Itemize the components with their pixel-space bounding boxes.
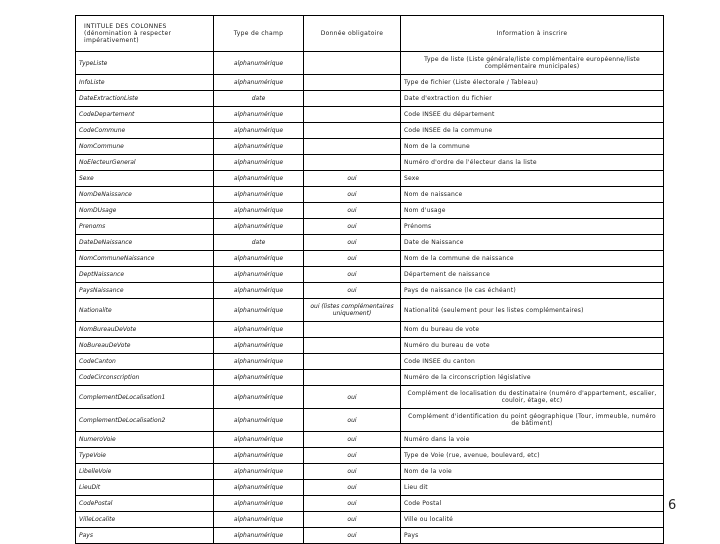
header-column-name: INTITULE DES COLONNES (dénomination à respecter impérativement)	[76, 16, 214, 52]
table-row	[76, 123, 664, 139]
header-information: Information à inscrire	[401, 16, 664, 52]
information-cell: Nom de naissance	[401, 187, 664, 203]
information-cell: Date de Naissance	[401, 235, 664, 251]
information-cell: Nom d'usage	[401, 203, 664, 219]
required-cell	[304, 139, 401, 155]
required-cell: oui	[304, 528, 401, 544]
information-cell: Sexe	[401, 171, 664, 187]
table-row	[76, 528, 664, 544]
required-cell: oui	[304, 496, 401, 512]
field-type-cell: alphanumérique	[214, 75, 304, 91]
field-name-cell: TypeVoie	[76, 448, 214, 464]
field-name-cell: DateExtractionListe	[76, 91, 214, 107]
information-cell: Complément de localisation du destinataire (numéro d'appartement, escalier, couloir, étage, etc)	[401, 386, 664, 409]
table-row	[76, 219, 664, 235]
required-cell: oui	[304, 512, 401, 528]
information-cell: Prénoms	[401, 219, 664, 235]
field-type-cell: alphanumérique	[214, 139, 304, 155]
field-type-cell: alphanumérique	[214, 322, 304, 338]
field-name-cell: LibelleVoie	[76, 464, 214, 480]
field-name-cell: CodeCirconscription	[76, 370, 214, 386]
required-cell: oui	[304, 219, 401, 235]
table-row	[76, 322, 664, 338]
required-cell: oui	[304, 235, 401, 251]
field-type-cell: alphanumérique	[214, 354, 304, 370]
required-cell: oui	[304, 409, 401, 432]
field-name-cell: NumeroVoie	[76, 432, 214, 448]
field-type-cell: alphanumérique	[214, 267, 304, 283]
information-cell: Code INSEE du département	[401, 107, 664, 123]
table-row	[76, 155, 664, 171]
field-type-cell: alphanumérique	[214, 187, 304, 203]
field-type-cell: alphanumérique	[214, 155, 304, 171]
information-cell: Pays de naissance (le cas échéant)	[401, 283, 664, 299]
header-field-type: Type de champ	[214, 16, 304, 52]
field-type-cell: alphanumérique	[214, 123, 304, 139]
required-cell: oui	[304, 386, 401, 409]
field-type-cell: alphanumérique	[214, 480, 304, 496]
field-name-cell: CodeCommune	[76, 123, 214, 139]
required-cell: oui	[304, 267, 401, 283]
field-type-cell: alphanumérique	[214, 512, 304, 528]
field-type-cell: alphanumérique	[214, 203, 304, 219]
field-name-cell: NomDUsage	[76, 203, 214, 219]
required-cell	[304, 52, 401, 75]
header-required: Donnée obligatoire	[304, 16, 401, 52]
field-name-cell: NomCommune	[76, 139, 214, 155]
information-cell: Nationalité (seulement pour les listes complémentaires)	[401, 299, 664, 322]
table-row	[76, 283, 664, 299]
table-row	[76, 187, 664, 203]
field-name-cell: VilleLocalite	[76, 512, 214, 528]
field-name-cell: Nationalite	[76, 299, 214, 322]
field-type-cell: date	[214, 91, 304, 107]
required-cell	[304, 107, 401, 123]
required-cell	[304, 322, 401, 338]
field-type-cell: alphanumérique	[214, 219, 304, 235]
information-cell: Nom du bureau de vote	[401, 322, 664, 338]
required-cell	[304, 370, 401, 386]
field-name-cell: NoBureauDeVote	[76, 338, 214, 354]
information-cell: Numéro d'ordre de l'électeur dans la liste	[401, 155, 664, 171]
table-row	[76, 386, 664, 409]
field-name-cell: Prenoms	[76, 219, 214, 235]
field-name-cell: CodePostal	[76, 496, 214, 512]
table-row	[76, 267, 664, 283]
field-name-cell: Pays	[76, 528, 214, 544]
table-row	[76, 251, 664, 267]
required-cell	[304, 338, 401, 354]
information-cell: Type de liste (Liste générale/liste complémentaire européenne/liste complémentaire municipales)	[401, 52, 664, 75]
table-row	[76, 75, 664, 91]
table-row	[76, 448, 664, 464]
field-type-cell: alphanumérique	[214, 52, 304, 75]
field-definition-table	[75, 15, 664, 544]
table-row	[76, 512, 664, 528]
information-cell: Numéro de la circonscription législative	[401, 370, 664, 386]
information-cell: Code INSEE du canton	[401, 354, 664, 370]
required-cell: oui	[304, 432, 401, 448]
table-row	[76, 464, 664, 480]
table-row	[76, 496, 664, 512]
field-name-cell: NomDeNaissance	[76, 187, 214, 203]
information-cell: Nom de la voie	[401, 464, 664, 480]
field-name-cell: NoElecteurGeneral	[76, 155, 214, 171]
table-row	[76, 139, 664, 155]
table-row	[76, 432, 664, 448]
information-cell: Date d'extraction du fichier	[401, 91, 664, 107]
information-cell: Complément d'identification du point géographique (Tour, immeuble, numéro de bâtiment)	[401, 409, 664, 432]
field-name-cell: LieuDit	[76, 480, 214, 496]
required-cell: oui	[304, 448, 401, 464]
required-cell: oui	[304, 251, 401, 267]
required-cell: oui (listes complémentaires uniquement)	[304, 299, 401, 322]
field-name-cell: CodeDepartement	[76, 107, 214, 123]
field-type-cell: alphanumérique	[214, 370, 304, 386]
field-name-cell: DeptNaissance	[76, 267, 214, 283]
table-row	[76, 409, 664, 432]
information-cell: Numéro dans la voie	[401, 432, 664, 448]
table-row	[76, 107, 664, 123]
table-header-row	[76, 16, 664, 52]
field-name-cell: CodeCanton	[76, 354, 214, 370]
field-name-cell: ComplementDeLocalisation2	[76, 409, 214, 432]
field-name-cell: InfoListe	[76, 75, 214, 91]
field-type-cell: alphanumérique	[214, 432, 304, 448]
information-cell: Type de Voie (rue, avenue, boulevard, etc)	[401, 448, 664, 464]
table-row	[76, 299, 664, 322]
field-name-cell: NomCommuneNaissance	[76, 251, 214, 267]
required-cell: oui	[304, 187, 401, 203]
field-name-cell: PaysNaissance	[76, 283, 214, 299]
information-cell: Nom de la commune de naissance	[401, 251, 664, 267]
table-body	[76, 52, 664, 544]
field-type-cell: alphanumérique	[214, 283, 304, 299]
required-cell: oui	[304, 171, 401, 187]
required-cell	[304, 91, 401, 107]
information-cell: Code INSEE de la commune	[401, 123, 664, 139]
table-row	[76, 480, 664, 496]
information-cell: Ville ou localité	[401, 512, 664, 528]
field-type-cell: alphanumérique	[214, 251, 304, 267]
table-row	[76, 370, 664, 386]
field-name-cell: TypeListe	[76, 52, 214, 75]
field-type-cell: alphanumérique	[214, 464, 304, 480]
field-name-cell: NomBureauDeVote	[76, 322, 214, 338]
required-cell: oui	[304, 203, 401, 219]
information-cell: Code Postal	[401, 496, 664, 512]
field-name-cell: Sexe	[76, 171, 214, 187]
information-cell: Nom de la commune	[401, 139, 664, 155]
field-type-cell: alphanumérique	[214, 528, 304, 544]
table-row	[76, 354, 664, 370]
field-type-cell: date	[214, 235, 304, 251]
information-cell: Type de fichier (Liste électorale / Tableau)	[401, 75, 664, 91]
field-type-cell: alphanumérique	[214, 409, 304, 432]
table-row	[76, 91, 664, 107]
table-row	[76, 338, 664, 354]
field-type-cell: alphanumérique	[214, 171, 304, 187]
required-cell: oui	[304, 283, 401, 299]
field-name-cell: ComplementDeLocalisation1	[76, 386, 214, 409]
table-row	[76, 203, 664, 219]
information-cell: Département de naissance	[401, 267, 664, 283]
table-row	[76, 235, 664, 251]
field-name-cell: DateDeNaissance	[76, 235, 214, 251]
required-cell: oui	[304, 480, 401, 496]
information-cell: Lieu dit	[401, 480, 664, 496]
required-cell	[304, 75, 401, 91]
field-type-cell: alphanumérique	[214, 107, 304, 123]
field-type-cell: alphanumérique	[214, 386, 304, 409]
required-cell	[304, 155, 401, 171]
required-cell	[304, 354, 401, 370]
information-cell: Pays	[401, 528, 664, 544]
table-row	[76, 171, 664, 187]
required-cell	[304, 123, 401, 139]
field-type-cell: alphanumérique	[214, 299, 304, 322]
table-row	[76, 52, 664, 75]
information-cell: Numéro du bureau de vote	[401, 338, 664, 354]
field-type-cell: alphanumérique	[214, 448, 304, 464]
field-type-cell: alphanumérique	[214, 338, 304, 354]
field-type-cell: alphanumérique	[214, 496, 304, 512]
page-number: 6	[668, 498, 677, 513]
required-cell: oui	[304, 464, 401, 480]
